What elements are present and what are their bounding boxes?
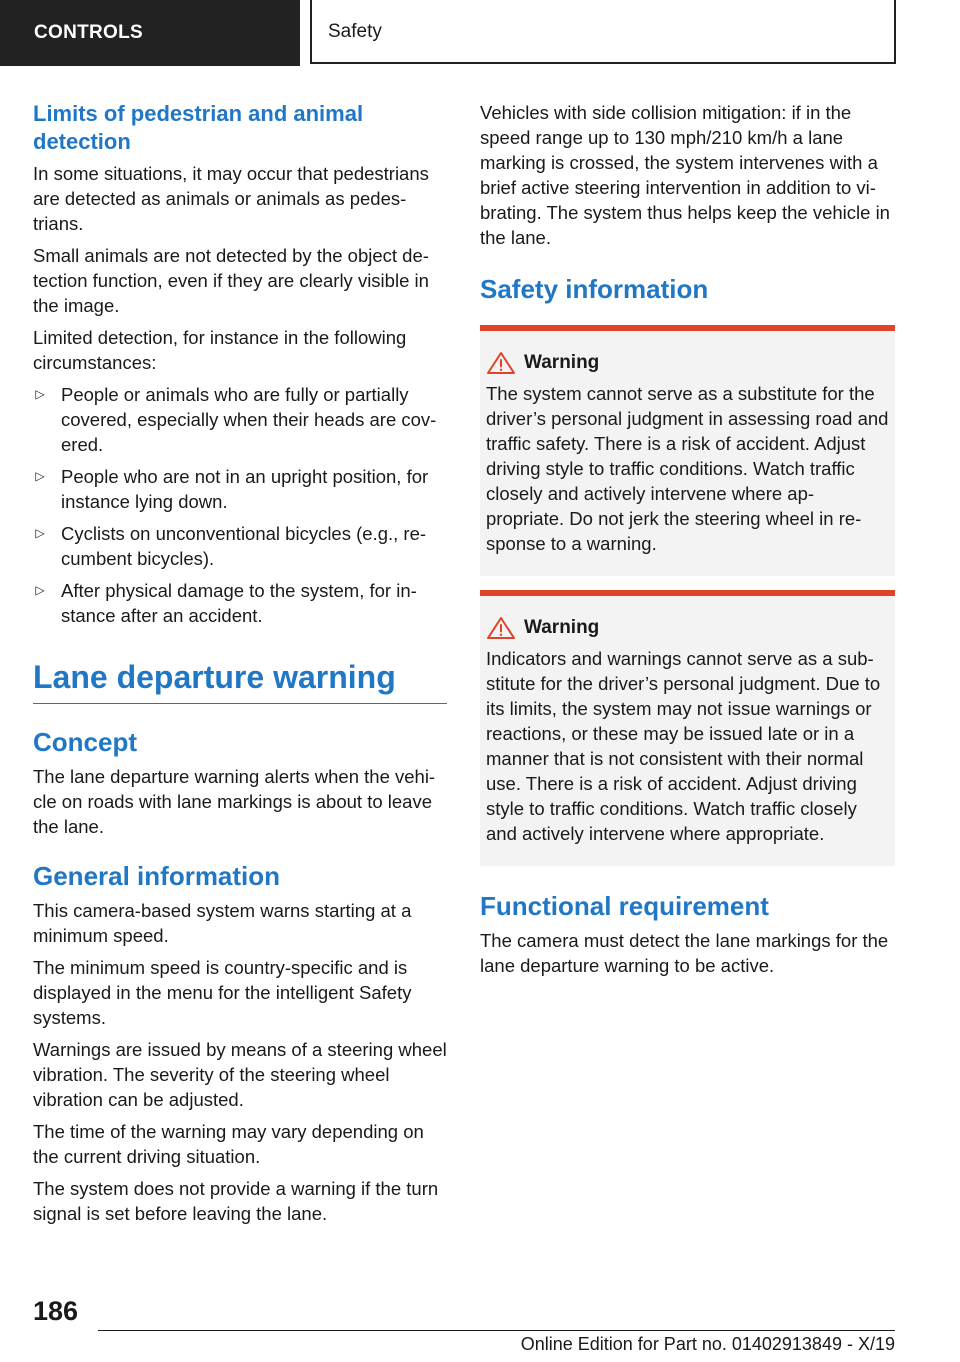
general-information-heading: General information — [33, 861, 281, 891]
page-header — [0, 0, 960, 66]
list-item-text: Cyclists on unconventional bicycles (e.g., re‐cumbent bicycles). — [61, 523, 427, 569]
limits-heading: Limits of pedestrian and animal detection — [33, 101, 364, 154]
warning-box — [480, 325, 895, 576]
limits-paragraph-1: In some situations, it may occur that pedestrians are detected as animals or animals as pedes‐trians. — [33, 163, 429, 234]
list-item-text: People who are not in an upright position, for instance lying down. — [61, 466, 429, 512]
warning-header — [486, 351, 889, 375]
warning-title: Warning — [524, 617, 600, 638]
lane-departure-heading: Lane departure warning — [33, 655, 447, 704]
page-number: 186 — [33, 1296, 79, 1326]
list-item — [33, 521, 447, 571]
warning-title: Warning — [524, 352, 600, 373]
general-paragraph-1: This camera-based system warns starting at a minimum speed. — [33, 900, 412, 946]
footer-divider — [98, 1330, 895, 1331]
functional-paragraph: The camera must detect the lane markings for the lane departure warning to be active. — [480, 930, 889, 976]
warning-header — [486, 616, 889, 640]
warning-box — [480, 590, 895, 866]
list-item — [33, 382, 447, 457]
general-paragraph-5: The system does not provide a warning if the turn signal is set before leaving the lane. — [33, 1178, 439, 1224]
header-chapter-label: Safety — [310, 0, 896, 64]
list-item-text: People or animals who are fully or partially covered, especially when their heads are cov‐ered. — [61, 384, 437, 455]
safety-information-heading: Safety information — [480, 274, 709, 304]
warning-text: The system cannot serve as a substitute for the driver’s personal judgment in assessing road and traffic safety. There is a risk of accident. Adjust driving style to traffic conditions. Watch traffic closely and actively intervene where ap‐propriate. Do not jerk the steering wheel in re‐sponse to a warning. — [486, 383, 889, 554]
left-column — [33, 100, 447, 1233]
header-section-label: CONTROLS — [0, 0, 300, 66]
triangle-right-outline-icon: ▷ — [35, 387, 45, 401]
list-item — [33, 464, 447, 514]
triangle-right-outline-icon: ▷ — [35, 526, 45, 540]
side-collision-paragraph: Vehicles with side collision mitigation: if in the speed range up to 130 mph/210 km/h a lane marking is crossed, the system intervenes with a brief active steering intervention in addition to vi‐brating. The system thus helps keep the vehicle in the lane. — [480, 102, 890, 248]
concept-heading: Concept — [33, 727, 137, 757]
warning-text: Indicators and warnings cannot serve as a sub‐stitute for the driver’s personal judgment. Due to its limits, the system may not issue warnings or reactions, or these may be issued late or in a manner that is not consistent with their normal use. There is a risk of accident. Adjust driving style to traffic conditions. Watch traffic closely and actively intervene where appropriate. — [486, 648, 881, 844]
list-item — [33, 578, 447, 628]
limits-list — [33, 382, 447, 628]
general-paragraph-2: The minimum speed is country-specific and is displayed in the menu for the intelligent Safety systems. — [33, 957, 412, 1028]
triangle-right-outline-icon: ▷ — [35, 583, 45, 597]
concept-paragraph: The lane departure warning alerts when the vehi‐cle on roads with lane markings is about to leave the lane. — [33, 766, 436, 837]
general-paragraph-3: Warnings are issued by means of a steering wheel vibration. The severity of the steering wheel vibration can be adjusted. — [33, 1039, 447, 1110]
triangle-right-outline-icon: ▷ — [35, 469, 45, 483]
warning-triangle-icon — [486, 616, 516, 640]
functional-requirement-heading: Functional requirement — [480, 891, 769, 921]
warning-triangle-icon — [486, 351, 516, 375]
right-column — [480, 100, 895, 985]
list-item-text: After physical damage to the system, for in‐stance after an accident. — [61, 580, 417, 626]
footer-edition: Online Edition for Part no. 01402913849 - X/19 — [520, 1334, 895, 1354]
general-paragraph-4: The time of the warning may vary depending on the current driving situation. — [33, 1121, 424, 1167]
limits-paragraph-2: Small animals are not detected by the object de‐tection function, even if they are clearly visible in the image. — [33, 245, 429, 316]
limits-paragraph-3: Limited detection, for instance in the following circumstances: — [33, 327, 407, 373]
